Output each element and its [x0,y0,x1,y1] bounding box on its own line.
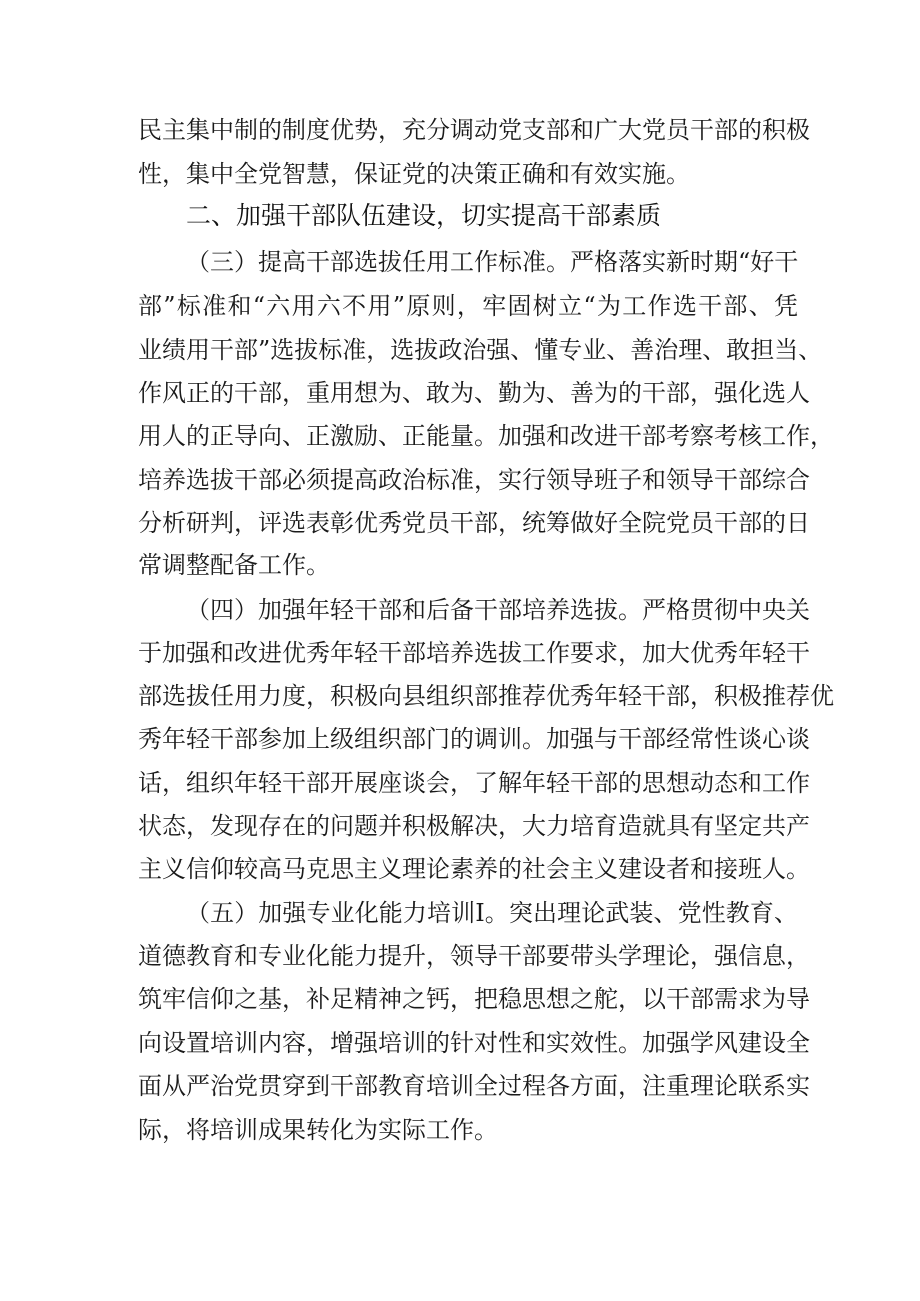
paragraph-line: 于加强和改进优秀年轻干部培养选拔工作要求，加大优秀年轻干 [138,639,810,667]
paragraph-line: 主义信仰较高马克思主义理论素养的社会主义建设者和接班人。 [138,855,810,883]
paragraph-line: （四）加强年轻干部和后备干部培养选拔。严格贯彻中央关 [186,596,810,624]
body-text-line: 性，集中全党智慧，保证党的决策正确和有效实施。 [138,160,690,188]
paragraph-line: 向设置培训内容，增强培训的针对性和实效性。加强学风建设全 [138,1029,810,1057]
paragraph-line: 部”标准和“六用六不用”原则，牢固树立“为工作选干部、凭 [138,292,798,320]
paragraph-line: 常调整配备工作。 [138,551,330,579]
section-heading: 二、加强干部队伍建设，切实提高干部素质 [186,201,662,230]
paragraph-line: 面从严治党贯穿到干部教育培训全过程各方面，注重理论联系实 [138,1072,810,1100]
paragraph-line: 分析研判，评选表彰优秀党员干部，统筹做好全院党员干部的日 [138,509,810,537]
paragraph-line: （三）提高干部选拔任用工作标准。严格落实新时期“好干 [186,248,799,276]
body-text-line: 民主集中制的制度优势，充分调动党支部和广大党员干部的积极 [138,116,810,144]
paragraph-line: 部选拔任用力度，积极向县组织部推荐优秀年轻干部，积极推荐优 [138,682,834,710]
paragraph-line: 际，将培训成果转化为实际工作。 [138,1116,498,1144]
paragraph-line: 秀年轻干部参加上级组织部门的调训。加强与干部经常性谈心谈 [138,725,810,753]
paragraph-line: 用人的正导向、正激励、正能量。加强和改进干部考察考核工作， [138,422,834,450]
paragraph-line: 状态，发现存在的问题并积极解决，大力培育造就具有坚定共产 [138,812,810,840]
paragraph-line: 业绩用干部”选拔标准，选拔政治强、懂专业、善治理、敢担当、 [138,336,823,364]
paragraph-line: 作风正的干部，重用想为、敢为、勤为、善为的干部，强化选人 [138,379,810,407]
paragraph-line: 培养选拔干部必须提高政治标准，实行领导班子和领导干部综合 [138,466,810,494]
paragraph-line: 道德教育和专业化能力提升，领导干部要带头学理论，强信息， [138,942,810,970]
paragraph-line: 话，组织年轻干部开展座谈会，了解年轻干部的思想动态和工作 [138,769,810,797]
paragraph-line: 筑牢信仰之基，补足精神之钙，把稳思想之舵，以干部需求为导 [138,985,810,1013]
paragraph-line: （五）加强专业化能力培训I。突出理论武装、党性教育、 [186,899,798,927]
